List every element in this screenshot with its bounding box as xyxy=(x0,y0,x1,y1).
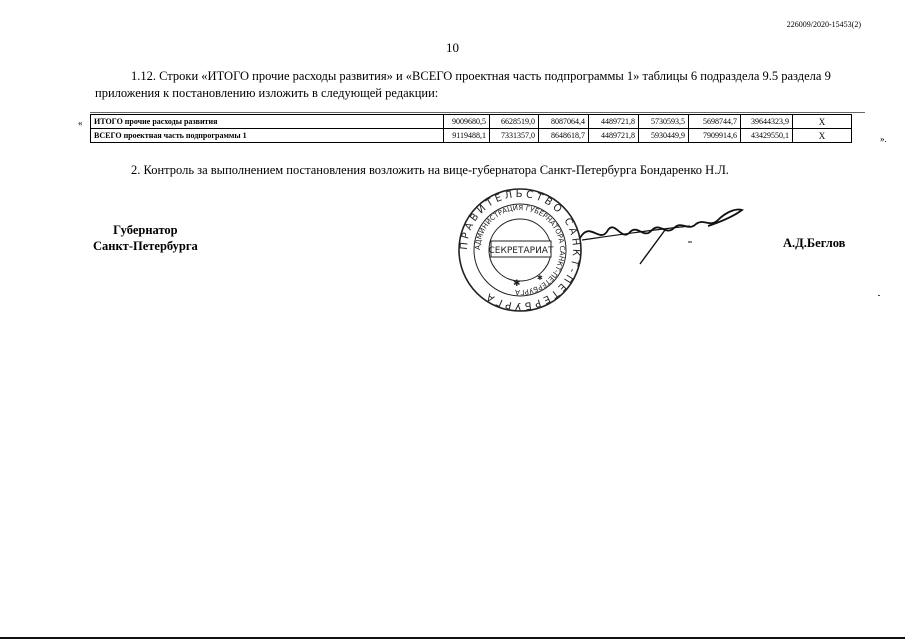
signatory-name: А.Д.Беглов xyxy=(783,236,846,250)
table-cell-mark: Х xyxy=(793,129,852,143)
row-name: ИТОГО прочие расходы развития xyxy=(91,115,444,129)
seal-star-icon: ✱ xyxy=(513,279,521,289)
signatory-title-line-2: Санкт-Петербурга xyxy=(93,239,198,253)
table-cell: 9009680,5 xyxy=(444,115,490,129)
seal-star-icon: ✱ xyxy=(537,274,543,282)
table-cell: 39644323,9 xyxy=(741,115,793,129)
table-cell: 8648618,7 xyxy=(539,129,589,143)
table-cell: 9119488,1 xyxy=(444,129,490,143)
budget-rows-table xyxy=(90,114,852,143)
document-number: 226009/2020-15453(2) xyxy=(786,20,861,29)
table-top-rule xyxy=(90,112,865,113)
seal-inner-text: АДМИНИСТРАЦИЯ ГУБЕРНАТОРА САНКТ-ПЕТЕРБУРГА xyxy=(473,203,567,297)
table-cell: 5730593,5 xyxy=(639,115,689,129)
table-cell: 6628519,0 xyxy=(490,115,539,129)
table-row xyxy=(91,115,852,129)
scan-speck xyxy=(878,295,880,296)
seal-stamp xyxy=(455,188,585,313)
signatory-title xyxy=(93,222,198,254)
table-cell: 43429550,1 xyxy=(741,129,793,143)
quote-close: ». xyxy=(880,134,887,144)
table-cell: 4489721,8 xyxy=(589,115,639,129)
table-cell: 7909914,6 xyxy=(689,129,741,143)
signatory-title-line-1: Губернатор xyxy=(113,223,178,237)
seal-center-text: СЕКРЕТАРИАТ xyxy=(488,246,554,256)
table-cell: 5698744,7 xyxy=(689,115,741,129)
paragraph-2: 2. Контроль за выполнением постановления возложить на вице-губернатора Санкт-Петербурга Бондаренко Н.Л. xyxy=(131,163,729,177)
quote-open: « xyxy=(78,118,83,128)
table-cell: 7331357,0 xyxy=(490,129,539,143)
table-cell-mark: Х xyxy=(793,115,852,129)
seal-outer-text: ПРАВИТЕЛЬСТВО САНКТ-ПЕТЕРБУРГА xyxy=(458,188,582,312)
handwritten-signature xyxy=(570,200,750,270)
page-bottom-edge xyxy=(0,637,905,639)
table-cell: 8087064,4 xyxy=(539,115,589,129)
table-cell: 4489721,8 xyxy=(589,129,639,143)
table-row xyxy=(91,129,852,143)
table-cell: 5930449,9 xyxy=(639,129,689,143)
paragraph-1: 1.12. Строки «ИТОГО прочие расходы развития» и «ВСЕГО проектная часть подпрограммы 1» таблицы 6 подраздела 9.5 раздела 9 приложения к постановлению изложить в следующей редакции: xyxy=(95,69,831,100)
page-number: 10 xyxy=(446,40,459,55)
row-name: ВСЕГО проектная часть подпрограммы 1 xyxy=(91,129,444,143)
